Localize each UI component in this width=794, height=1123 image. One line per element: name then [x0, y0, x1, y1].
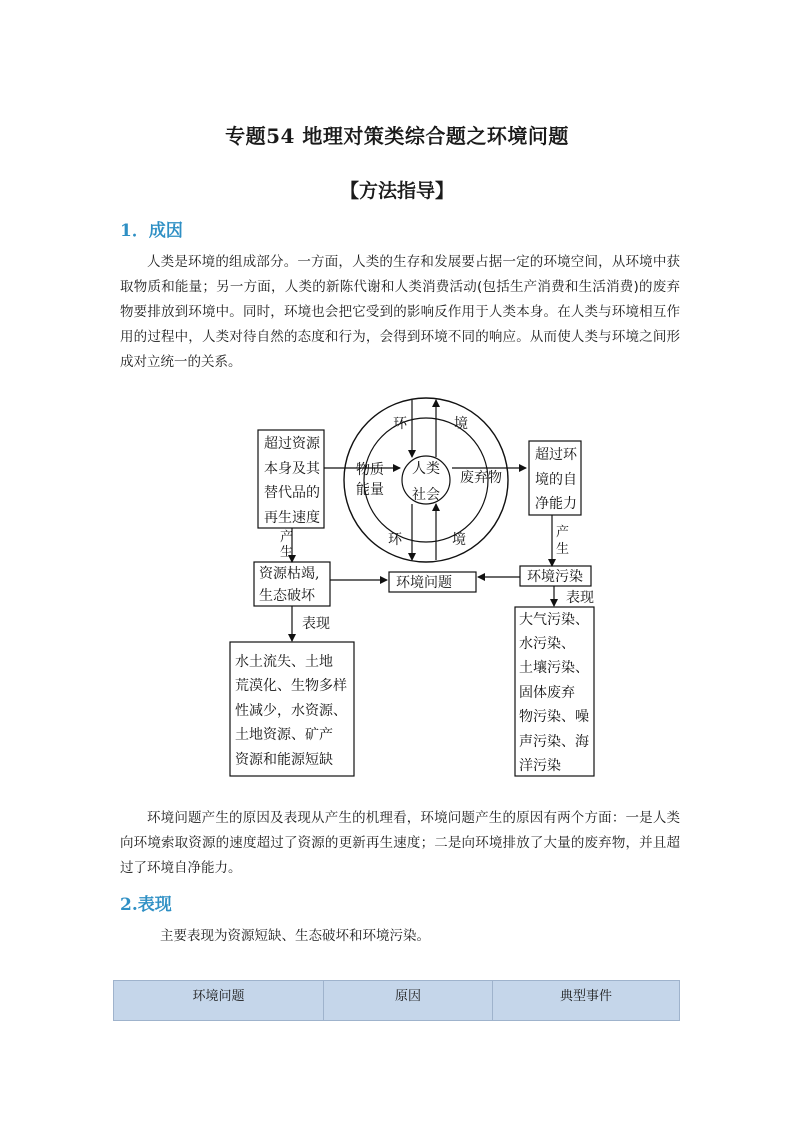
ring-label-top-left: 环 — [393, 416, 407, 432]
box-impacts-l2: 荒漠化、生物多样 — [235, 678, 347, 694]
heading-manifestations: 2.表现 — [120, 895, 172, 915]
table-header-row — [114, 981, 680, 1021]
paragraph-manifestations: 主要表现为资源短缺、生态破坏和环境污染。 — [160, 928, 430, 944]
box-exceed-purification-l3: 净能力 — [535, 496, 577, 512]
header-cell-event: 典型事件 — [493, 981, 680, 1021]
box-impacts-l4: 土地资源、矿产 — [235, 727, 333, 743]
box-resource-depletion-l1: 资源枯竭, — [259, 566, 320, 582]
box-exceed-resources-l1: 超过资源 — [264, 436, 320, 452]
inner-left-label-2: 能量 — [356, 482, 384, 498]
problems-table — [113, 980, 680, 1021]
box-pollution-l2: 水污染、 — [519, 636, 575, 652]
box-exceed-resources-l4: 再生速度 — [264, 510, 320, 526]
produce-right-2: 生 — [556, 542, 570, 557]
header-cell-problem: 环境问题 — [114, 981, 324, 1021]
produce-left-2: 生 — [280, 545, 294, 560]
header-cell-cause: 原因 — [324, 981, 493, 1021]
box-exceed-resources-l2: 本身及其 — [264, 461, 320, 477]
produce-right-1: 产 — [556, 525, 570, 540]
inner-right-label: 废弃物 — [460, 470, 502, 486]
center-label-1: 人类 — [412, 461, 440, 477]
heading-causes: 1．成因 — [120, 221, 183, 241]
box-pollution-l6: 声污染、海 — [519, 734, 589, 750]
show-left-label: 表现 — [302, 616, 330, 632]
produce-left-1: 产 — [280, 530, 294, 545]
box-resource-depletion-l2: 生态破坏 — [259, 588, 315, 604]
paragraph-causes: 人类是环境的组成部分。一方面，人类的生存和发展要占据一定的环境空间，从环境中获取物质和能量；另一方面，人类的新陈代谢和人类消费活动(包括生产消费和生活消费)的废弃物要排放到环境中。同时，环境也会把它受到的影响反作用于人类本身。在人类与环境相互作用的过程中，人类对待自然的态度和行为，会得到环境不同的响应。从而使人类与环境之间形成对立统一的关系。 — [120, 254, 680, 370]
box-pollution-l1: 大气污染、 — [519, 612, 589, 628]
section-subtitle: 【方法指导】 — [339, 180, 454, 202]
ring-label-top-right: 境 — [454, 416, 468, 432]
paragraph-mechanism: 环境问题产生的原因及表现从产生的机理看，环境问题产生的原因有两个方面：一是人类向环境索取资源的速度超过了资源的更新再生速度；二是向环境排放了大量的废弃物，并且超过了环境自净能力。 — [120, 810, 680, 876]
box-pollution-l3: 土壤污染、 — [519, 660, 589, 676]
show-right-label: 表现 — [566, 590, 594, 606]
human-environment-diagram — [0, 390, 794, 785]
center-label-2: 社会 — [412, 487, 440, 503]
box-pollution-l7: 洋污染 — [519, 758, 561, 774]
box-pollution-l5: 物污染、噪 — [519, 709, 589, 725]
ring-label-bottom-right: 境 — [452, 532, 466, 548]
box-exceed-resources-l3: 替代品的 — [264, 485, 320, 501]
box-environment-problem-label: 环境问题 — [396, 575, 452, 591]
inner-left-label-1: 物质 — [356, 462, 384, 478]
box-exceed-purification-l1: 超过环 — [535, 447, 577, 463]
box-impacts-l5: 资源和能源短缺 — [235, 752, 333, 768]
box-exceed-purification-l2: 境的自 — [535, 472, 577, 488]
box-impacts-l1: 水土流失、土地 — [235, 654, 333, 670]
box-impacts-l3: 性减少，水资源、 — [235, 703, 347, 719]
page-title: 专题54 地理对策类综合题之环境问题 — [225, 124, 569, 148]
box-pollution-l4: 固体废弃 — [519, 685, 575, 701]
ring-label-bottom-left: 环 — [388, 532, 402, 548]
box-environment-pollution-label: 环境污染 — [527, 569, 583, 585]
